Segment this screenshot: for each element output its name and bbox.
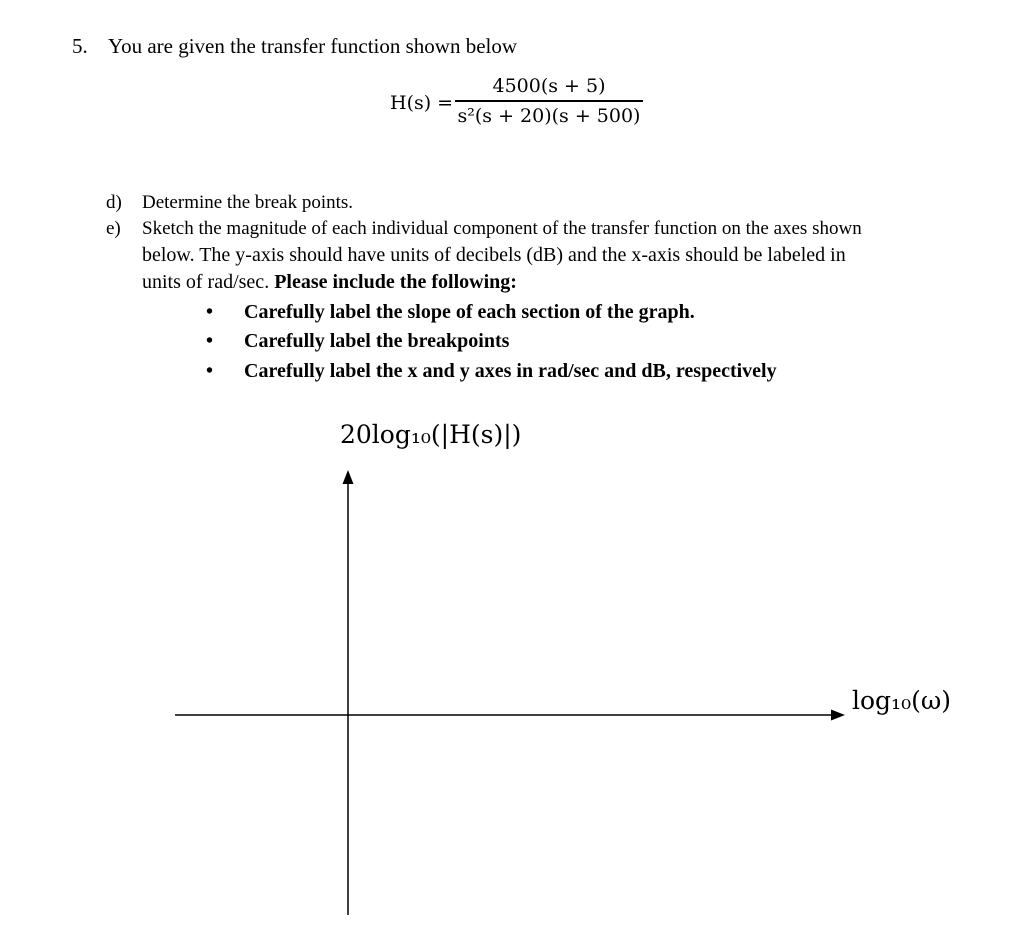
part-e-line-1: Sketch the magnitude of each individual component of the transfer function on the axes shown [142, 218, 862, 239]
question-intro: You are given the transfer function shown below [108, 34, 518, 58]
x-axis-label: log₁₀(ω) [852, 686, 951, 715]
bullet-1-text: Carefully label the slope of each section of the graph. [244, 301, 695, 323]
part-e-line-3-plain: units of rad/sec. [142, 271, 270, 293]
transfer-function-numerator: 4500(s + 5) [492, 75, 606, 97]
transfer-function-lhs: H(s) = [390, 92, 454, 114]
part-e-line-3-bold: Please include the following: [274, 271, 517, 293]
bullet-3-text: Carefully label the x and y axes in rad/sec and dB, respectively [244, 360, 777, 382]
part-d-text: Determine the break points. [142, 192, 354, 213]
bullet-1-symbol: • [206, 301, 214, 323]
y-axis-arrowhead [343, 470, 354, 484]
transfer-function-denominator: s²(s + 20)(s + 500) [457, 104, 641, 127]
part-e-line-2: below. The y-axis should have units of decibels (dB) and the x-axis should be labeled in [142, 244, 846, 266]
x-axis-arrowhead [831, 710, 845, 721]
bullet-2-text: Carefully label the breakpoints [244, 330, 510, 352]
bullet-2-symbol: • [206, 330, 214, 352]
part-e-label: e) [106, 218, 121, 239]
bullet-3-symbol: • [206, 360, 214, 382]
part-d-label: d) [106, 192, 122, 213]
question-number: 5. [72, 34, 88, 58]
y-axis-label: 20log₁₀(|H(s)|) [340, 420, 522, 449]
